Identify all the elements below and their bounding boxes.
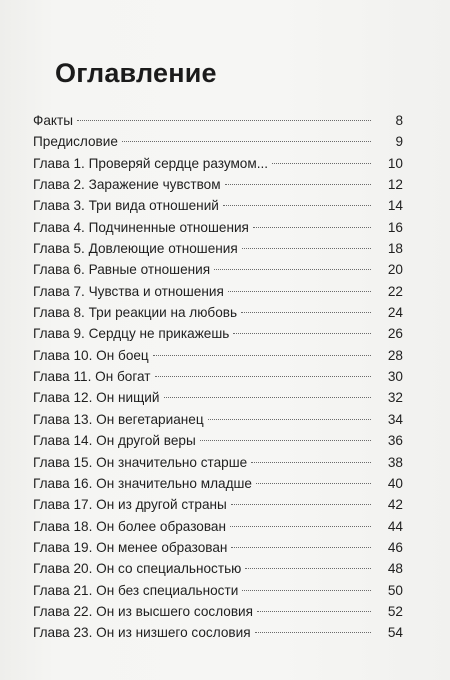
dot-leader: [228, 291, 371, 292]
dot-leader: [251, 462, 371, 463]
toc-entry-title: Глава 5. Довлеющие отношения: [33, 241, 238, 257]
toc-entry-page-number: 50: [387, 582, 403, 598]
page-title: Оглавление: [55, 58, 217, 88]
toc-entry-title: Глава 19. Он менее образован: [33, 539, 228, 555]
toc-entry: [33, 217, 403, 238]
toc-entry-page-number: 22: [387, 283, 403, 299]
toc-entry: [33, 110, 403, 131]
toc-entry-page-number: 54: [387, 625, 403, 641]
dot-leader: [225, 184, 371, 185]
toc-entry: [33, 452, 403, 473]
dot-leader: [253, 227, 371, 228]
toc-entry: [33, 302, 403, 323]
dot-leader: [164, 397, 372, 398]
toc-entry-title: Глава 11. Он богат: [33, 369, 151, 385]
toc-entry: [33, 153, 403, 174]
toc-entry: [33, 387, 403, 408]
toc-entry-page-number: 24: [387, 305, 403, 321]
dot-leader: [231, 504, 371, 505]
toc-entry-title: Глава 22. Он из высшего сословия: [33, 603, 254, 619]
dot-leader: [208, 419, 371, 420]
toc-entry-title: Глава 14. Он другой веры: [33, 433, 196, 449]
dot-leader: [155, 376, 371, 377]
toc-entry-page-number: 36: [387, 433, 403, 449]
dot-leader: [214, 269, 371, 270]
toc-entry-page-number: 38: [387, 454, 403, 470]
dot-leader: [242, 248, 371, 249]
toc-entry: [33, 430, 403, 451]
toc-entry: [33, 281, 403, 302]
toc-entry-title: Глава 12. Он нищий: [33, 390, 160, 406]
dot-leader: [255, 632, 371, 633]
toc-entry: [33, 473, 403, 494]
toc-entry: [33, 516, 403, 537]
dot-leader: [233, 333, 371, 334]
toc-entry-title: Глава 23. Он из низшего сословия: [33, 625, 251, 641]
toc-entry-title: Глава 4. Подчиненные отношения: [33, 219, 249, 235]
dot-leader: [153, 355, 371, 356]
dot-leader: [223, 205, 371, 206]
toc-entry-page-number: 40: [387, 475, 403, 491]
toc-entry-page-number: 9: [395, 134, 403, 150]
toc-entry-page-number: 48: [387, 561, 403, 577]
toc-entry: [33, 238, 403, 259]
toc-entry: [33, 345, 403, 366]
toc-entry-page-number: 8: [395, 113, 403, 128]
toc-entry-page-number: 32: [387, 390, 403, 406]
toc-entry-title: Факты: [33, 113, 73, 128]
toc-entry-title: Глава 20. Он со специальностью: [33, 561, 242, 577]
toc-entry: [33, 195, 403, 216]
toc-entry-title: Глава 9. Сердцу не прикажешь: [33, 326, 230, 342]
toc-entry: [33, 259, 403, 280]
toc-entry-title: Глава 2. Заражение чувством: [33, 177, 221, 193]
toc-entry-page-number: 16: [387, 219, 403, 235]
toc-entry-title: Глава 18. Он более образован: [33, 518, 226, 534]
toc-entry-title: Глава 17. Он из другой страны: [33, 497, 227, 513]
table-of-contents: [33, 110, 403, 644]
toc-entry-page-number: 26: [387, 326, 403, 342]
dot-leader: [200, 440, 371, 441]
toc-entry-title: Глава 8. Три реакции на любовь: [33, 305, 238, 321]
toc-entry: [33, 622, 403, 643]
toc-entry-title: Глава 16. Он значительно младше: [33, 475, 252, 491]
dot-leader: [231, 547, 371, 548]
toc-entry-title: Глава 6. Равные отношения: [33, 262, 211, 278]
dot-leader: [230, 526, 371, 527]
toc-entry-title: Глава 7. Чувства и отношения: [33, 283, 224, 299]
toc-entry-title: Глава 1. Проверяй сердце разумом...: [33, 155, 269, 171]
toc-entry-title: Глава 13. Он вегетарианец: [33, 411, 204, 427]
dot-leader: [257, 611, 371, 612]
toc-entry-page-number: 46: [387, 539, 403, 555]
toc-entry-title: Глава 15. Он значительно старше: [33, 454, 248, 470]
toc-entry: [33, 366, 403, 387]
dot-leader: [272, 163, 371, 164]
toc-entry-page-number: 28: [387, 347, 403, 363]
dot-leader: [77, 120, 371, 121]
toc-entry: [33, 558, 403, 579]
dot-leader: [242, 590, 371, 591]
toc-entry-title: Глава 10. Он боец: [33, 347, 149, 363]
toc-entry-page-number: 10: [387, 155, 403, 171]
dot-leader: [122, 141, 371, 142]
toc-entry: [33, 601, 403, 622]
toc-entry: [33, 580, 403, 601]
toc-entry-page-number: 44: [387, 518, 403, 534]
toc-entry: [33, 131, 403, 152]
toc-entry: [33, 494, 403, 515]
toc-entry-page-number: 42: [387, 497, 403, 513]
dot-leader: [245, 568, 371, 569]
toc-entry-page-number: 52: [387, 603, 403, 619]
toc-entry-title: Глава 3. Три вида отношений: [33, 198, 219, 214]
dot-leader: [241, 312, 371, 313]
toc-entry-page-number: 12: [387, 177, 403, 193]
toc-entry-title: Глава 21. Он без специальности: [33, 582, 239, 598]
toc-entry: [33, 537, 403, 558]
toc-entry-page-number: 14: [387, 198, 403, 214]
dot-leader: [256, 483, 371, 484]
toc-entry-page-number: 30: [387, 369, 403, 385]
toc-entry-page-number: 20: [387, 262, 403, 278]
toc-entry-page-number: 18: [387, 241, 403, 257]
toc-entry: [33, 323, 403, 344]
toc-entry: [33, 174, 403, 195]
toc-entry-page-number: 34: [387, 411, 403, 427]
toc-entry-title: Предисловие: [33, 134, 118, 150]
toc-entry: [33, 409, 403, 430]
